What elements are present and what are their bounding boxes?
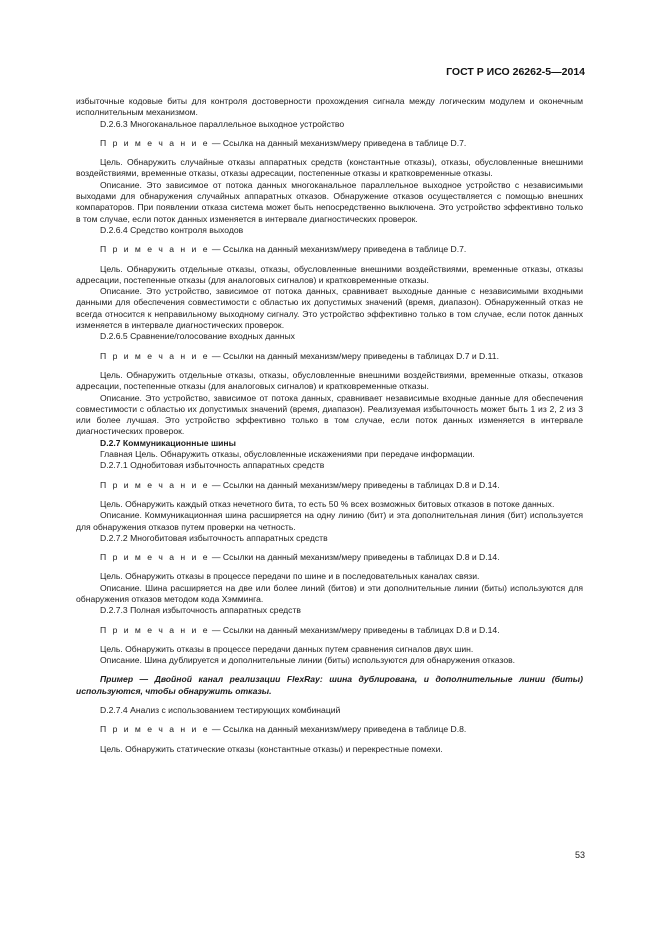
section-heading: D.2.7.4 Анализ с использованием тестирующих комбинаций <box>100 705 341 716</box>
note-text: — Ссылки на данный механизм/меру приведены в таблицах D.8 и D.14. <box>209 624 500 635</box>
paragraph: Описание. Это устройство, зависимое от потока данных, сравнивает независимые входные данные для обеспечения совместимости с областью их допустимых значений (время, диапазон). Реализуемая избыточность может быть 1 из 2, 2 из 3 или более лучшая. Это устройство эффективно только в том случае, если поток данных изменяется в интервале диагностических проверок. <box>76 392 583 437</box>
note-text: — Ссылки на данный механизм/меру приведены в таблицах D.8 и D.14. <box>209 479 500 490</box>
note-label: П р и м е ч а н и е <box>100 479 210 490</box>
document-header: ГОСТ Р ИСО 26262-5—2014 <box>446 66 585 78</box>
paragraph: Цель. Обнаружить отдельные отказы, отказы, обусловленные внешними воздействиями, временные отказы, отказов адресации, постепенные отказы (для аналоговых сигналов) и кратковременные отказы. <box>76 369 583 392</box>
paragraph: Цель. Обнаружить отдельные отказы, отказы, обусловленные внешними воздействиями, временные отказы, отказы адресации, постепенные отказы (для аналоговых сигналов) и кратковременные отказы. <box>76 263 583 285</box>
paragraph: Главная Цель. Обнаружить отказы, обусловленные искажениями при передаче информации. <box>100 449 475 460</box>
note-label: П р и м е ч а н и е <box>100 624 210 635</box>
section-heading: D.2.6.3 Многоканальное параллельное выходное устройство <box>100 118 345 129</box>
note <box>76 552 583 563</box>
paragraph: Цель. Обнаружить случайные отказы аппаратных средств (константные отказы), отказы, обусловленные внешними воздействиями, временные отказы, отказы адресации, постепенные отказы и кратковременные отказы. <box>76 157 583 179</box>
note-text: — Ссылки на данный механизм/меру приведены в таблицах D.8 и D.14. <box>209 552 500 563</box>
example: Пример — Двойной канал реализации FlexRay: шина дублирована, и дополнительные линии (биты) используются, чтобы обнаружить отказы. <box>76 674 583 696</box>
note-text: — Ссылка на данный механизм/меру приведена в таблице D.8. <box>209 724 467 735</box>
section-heading: D.2.7.3 Полная избыточность аппаратных средств <box>100 605 301 616</box>
note-label: П р и м е ч а н и е <box>100 137 210 148</box>
note <box>76 480 583 491</box>
note-text: — Ссылка на данный механизм/меру приведена в таблице D.7. <box>209 244 467 255</box>
note-label: П р и м е ч а н и е <box>100 552 210 563</box>
paragraph: избыточные кодовые биты для контроля достоверности прохождения сигнала между логическим модулем и оконечным исполнительным механизмом. <box>76 96 583 118</box>
note <box>76 724 583 735</box>
paragraph: Описание. Шина расширяется на две или более линий (битов) и эти дополнительные линии (биты) используются для обнаружения отказов методом кода Хэмминга. <box>76 582 583 604</box>
paragraph: Описание. Шина дублируется и дополнительные линии (биты) используются для обнаружения отказов. <box>100 655 516 666</box>
note-label: П р и м е ч а н и е <box>100 350 210 361</box>
page-number: 53 <box>574 850 585 860</box>
section-heading: D.2.6.4 Средство контроля выходов <box>100 224 244 235</box>
paragraph: Описание. Это зависимое от потока данных многоканальное параллельное выходное устройство с независимыми выходами для обнаружения случайных аппаратных отказов. Обнаружение отказов осуществляется с помощью внешних компараторов. При появлении отказа система может быть непосредственно выключена. Это устройство эффективно только в том случае, если поток данных изменяется в интервале диагностических проверок. <box>76 179 583 224</box>
note-label: П р и м е ч а н и е <box>100 724 210 735</box>
note-text: — Ссылка на данный механизм/меру приведена в таблице D.7. <box>209 137 467 148</box>
paragraph: Описание. Коммуникационная шина расширяется на одну линию (бит) и эта дополнительная линия (бит) используется для обнаружения отказов путем проверки на четность. <box>76 510 583 532</box>
paragraph: Цель. Обнаружить каждый отказ нечетного бита, то есть 50 % всех возможных битовых отказов в потоке данных. <box>100 498 555 509</box>
section-heading: D.2.6.5 Сравнение/голосование входных данных <box>100 331 295 342</box>
note-text: — Ссылки на данный механизм/меру приведены в таблицах D.7 и D.11. <box>209 350 499 361</box>
note <box>76 244 583 255</box>
section-heading: D.2.7.1 Однобитовая избыточность аппаратных средств <box>100 460 325 471</box>
note <box>76 625 583 636</box>
paragraph: Цель. Обнаружить статические отказы (константные отказы) и перекрестные помехи. <box>100 743 443 754</box>
paragraph: Цель. Обнаружить отказы в процессе передачи по шине и в последовательных каналах связи. <box>100 571 480 582</box>
section-heading: D.2.7 Коммуникационные шины <box>100 437 236 448</box>
note-label: П р и м е ч а н и е <box>100 244 210 255</box>
section-heading: D.2.7.2 Многобитовая избыточность аппаратных средств <box>100 532 328 543</box>
document-body <box>76 96 583 755</box>
note <box>76 351 583 362</box>
note <box>76 138 583 149</box>
paragraph: Цель. Обнаружить отказы в процессе передачи данных путем сравнения сигналов двух шин. <box>100 643 474 654</box>
paragraph: Описание. Это устройство, зависимое от потока данных, сравнивает выходные данные с независимыми входными данными для обеспечения совместимости с областью их допустимых значений (время, диапазон). Обнаруженный отказ не всегда относится к неправильному выходному сигналу. Это устройство эффективно только в том случае, если поток данных изменяется в интервале диагностических проверок. <box>76 286 583 331</box>
